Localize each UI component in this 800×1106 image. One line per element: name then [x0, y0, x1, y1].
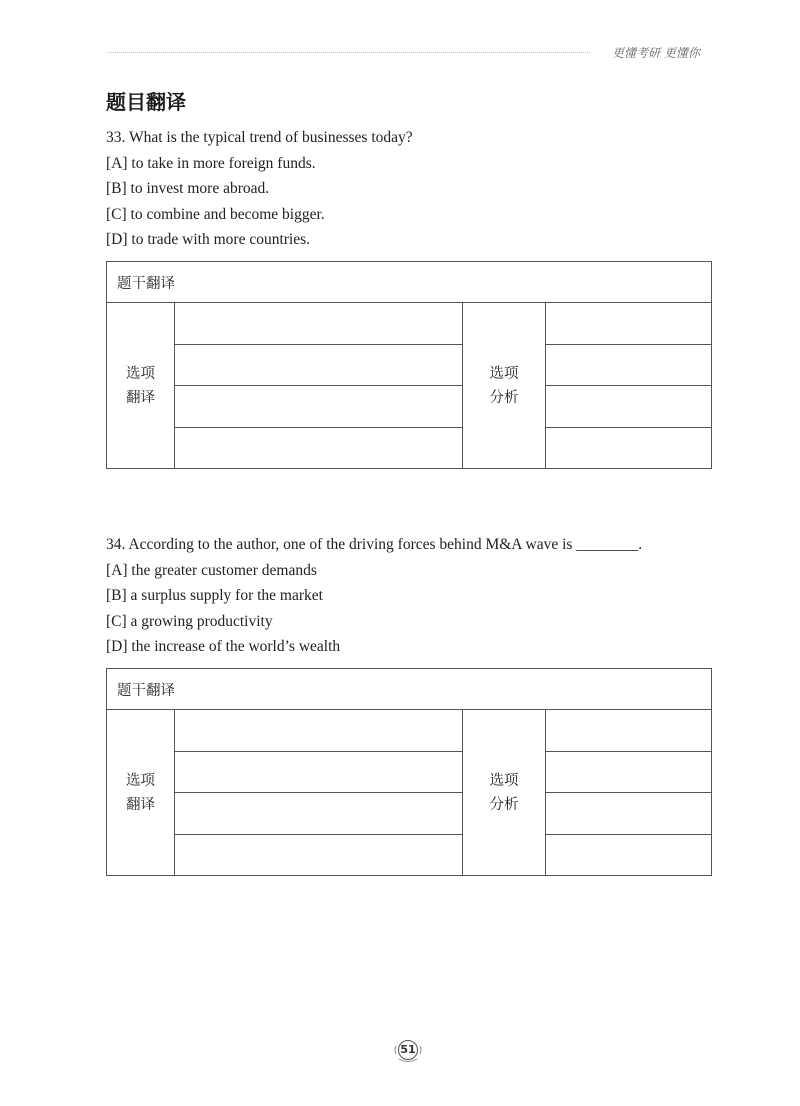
option-translation-label [107, 710, 175, 876]
analysis-blank[interactable] [546, 834, 712, 876]
page-number-badge [392, 1036, 424, 1064]
stem-translation-label: 题干翻译 [107, 669, 712, 710]
option-d: [D] the increase of the world’s wealth [106, 638, 341, 655]
option-translation-label-line1: 选项 [126, 365, 155, 382]
option-analysis-label [463, 710, 546, 876]
option-analysis-label-line2: 分析 [489, 796, 519, 813]
analysis-blank[interactable] [546, 303, 712, 345]
analysis-blank[interactable] [546, 710, 712, 752]
option-c: [C] a growing productivity [106, 612, 273, 630]
translation-blank[interactable] [175, 386, 463, 428]
translation-blank[interactable] [175, 793, 463, 835]
analysis-blank[interactable] [546, 793, 712, 835]
translation-blank[interactable] [175, 344, 463, 386]
translation-blank[interactable] [175, 427, 463, 469]
stem-translation-label: 题干翻译 [107, 262, 712, 303]
question-stem: 33. What is the typical trend of businesses today? [106, 129, 413, 146]
option-a: [A] to take in more foreign funds. [106, 154, 316, 172]
option-list [106, 558, 726, 660]
option-translation-label-line2: 翻译 [126, 389, 155, 406]
option-b: [B] a surplus supply for the market [106, 587, 323, 604]
option-analysis-label [463, 303, 546, 469]
analysis-blank[interactable] [546, 427, 712, 469]
option-d: [D] to trade with more countries. [106, 231, 311, 248]
option-analysis-label-line2: 分析 [489, 389, 519, 406]
option-c: [C] to combine and become bigger. [106, 205, 325, 223]
header-slogan: 更懂考研 更懂你 [612, 46, 700, 60]
answer-table-33 [106, 261, 712, 469]
option-translation-label [107, 303, 175, 469]
page-number: 51 [400, 1043, 416, 1056]
question-stem: 34. According to the author, one of the driving forces behind M&A wave is ________. [106, 536, 643, 553]
analysis-blank[interactable] [546, 344, 712, 386]
translation-blank[interactable] [175, 710, 463, 752]
header-rule [107, 52, 590, 53]
option-b: [B] to invest more abroad. [106, 180, 270, 197]
section-title: 题目翻译 [106, 90, 186, 114]
answer-table-34 [106, 668, 712, 876]
option-analysis-label-line1: 选项 [489, 365, 519, 382]
translation-blank[interactable] [175, 834, 463, 876]
question-33 [106, 125, 726, 253]
option-translation-label-line1: 选项 [126, 772, 155, 789]
option-translation-label-line2: 翻译 [126, 796, 155, 813]
question-34 [106, 532, 726, 660]
option-list [106, 151, 726, 253]
option-a: [A] the greater customer demands [106, 561, 317, 579]
translation-blank[interactable] [175, 303, 463, 345]
translation-blank[interactable] [175, 751, 463, 793]
analysis-blank[interactable] [546, 386, 712, 428]
analysis-blank[interactable] [546, 751, 712, 793]
option-analysis-label-line1: 选项 [489, 772, 519, 789]
